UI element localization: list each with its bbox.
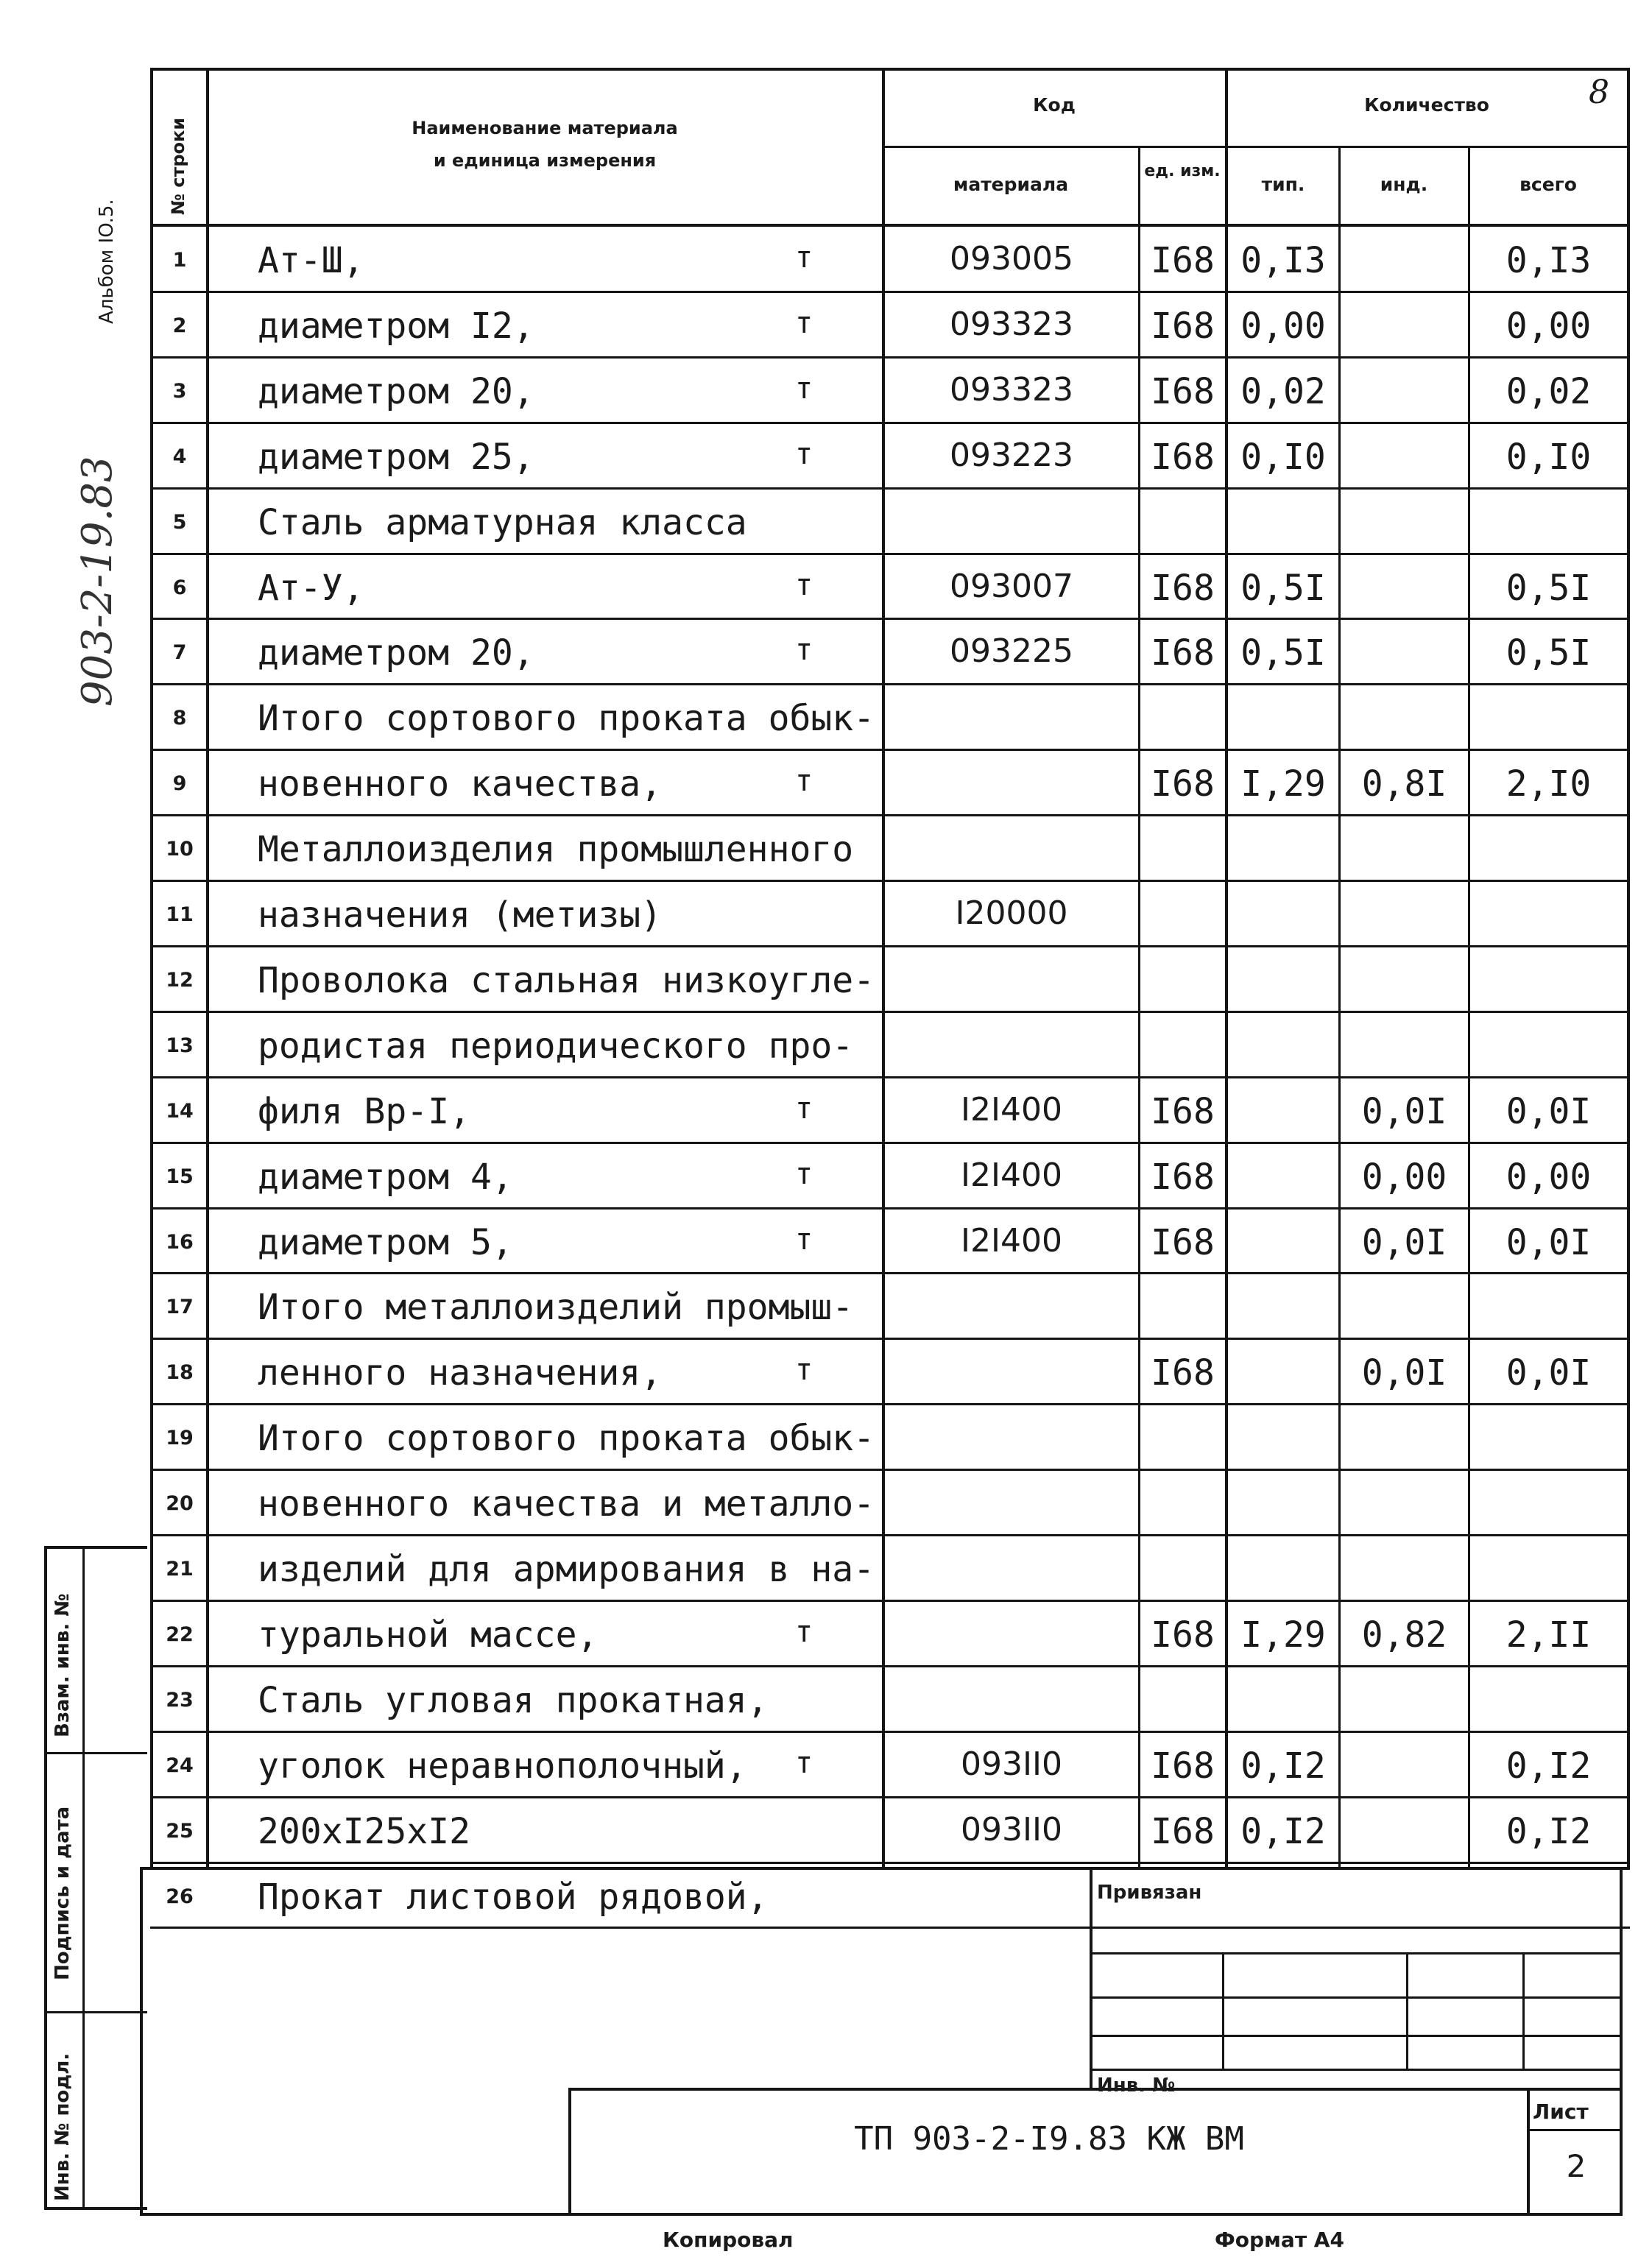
row-qty-ind: 0,0I bbox=[1361, 1352, 1447, 1394]
row-name: диаметром 4, bbox=[258, 1157, 513, 1198]
row-name: туральной массе, bbox=[258, 1614, 599, 1656]
row-number: 21 bbox=[166, 1558, 194, 1581]
row-name: диаметром 20, bbox=[258, 632, 534, 674]
row-number: 22 bbox=[166, 1623, 194, 1646]
row-unit-code: I68 bbox=[1151, 632, 1215, 674]
stamp-sign-label: Подпись и дата bbox=[52, 1806, 74, 1980]
row-unit-code: I68 bbox=[1151, 1352, 1215, 1394]
row-qty-typ: 0,5I bbox=[1240, 568, 1326, 609]
row-number: 7 bbox=[172, 641, 187, 664]
row-unit-letter: т bbox=[795, 764, 813, 798]
row-code: 093323 bbox=[950, 371, 1073, 409]
row-name: Металлоизделия промышленного bbox=[258, 829, 854, 870]
row-unit-letter: т bbox=[795, 1092, 813, 1126]
row-number: 2 bbox=[172, 314, 187, 337]
row-unit-code: I68 bbox=[1151, 1091, 1215, 1132]
row-name: назначения (метизы) bbox=[258, 894, 663, 936]
row-code: 093323 bbox=[950, 306, 1073, 343]
row-qty-total: 0,0I bbox=[1505, 1222, 1592, 1263]
row-name: диаметром 25, bbox=[258, 437, 534, 478]
row-name: диаметром 5, bbox=[258, 1222, 513, 1263]
row-qty-ind: 0,0I bbox=[1361, 1222, 1447, 1263]
row-unit-letter: т bbox=[795, 306, 813, 340]
row-number: 25 bbox=[166, 1820, 194, 1843]
row-code: 093II0 bbox=[961, 1745, 1062, 1783]
row-code: 093225 bbox=[950, 632, 1073, 670]
row-unit-letter: т bbox=[795, 568, 813, 602]
col-total-header: всего bbox=[1519, 174, 1577, 195]
col-material-header: материала bbox=[953, 174, 1069, 195]
row-qty-typ: 0,I2 bbox=[1240, 1745, 1326, 1787]
row-qty-total: 2,I0 bbox=[1505, 763, 1592, 805]
row-number: 17 bbox=[166, 1296, 194, 1318]
col-name-header-2: и единица измерения bbox=[433, 150, 657, 171]
row-name: диаметром I2, bbox=[258, 306, 534, 347]
row-name: Сталь угловая прокатная, bbox=[258, 1680, 769, 1721]
row-number: 20 bbox=[166, 1492, 194, 1515]
row-unit-letter: т bbox=[795, 241, 813, 275]
row-qty-total: 0,00 bbox=[1505, 1157, 1592, 1198]
col-unit-header: ед. изм. bbox=[1144, 162, 1221, 180]
copied-label: Копировал bbox=[663, 2228, 794, 2252]
row-unit-letter: т bbox=[795, 633, 813, 667]
col-quantity-header: Количество bbox=[1364, 94, 1489, 116]
col-ind-header: инд. bbox=[1380, 174, 1428, 195]
row-number: 9 bbox=[172, 772, 187, 795]
row-unit-code: I68 bbox=[1151, 306, 1215, 347]
row-name: Ат-Ш, bbox=[258, 240, 364, 281]
row-unit-code: I68 bbox=[1151, 1614, 1215, 1656]
col-typ-header: тип. bbox=[1261, 174, 1305, 195]
row-qty-total: 0,I0 bbox=[1505, 437, 1592, 478]
row-name: Сталь арматурная класса bbox=[258, 502, 747, 543]
row-qty-total: 0,I2 bbox=[1505, 1811, 1592, 1852]
row-unit-code: I68 bbox=[1151, 763, 1215, 805]
sheet-number: 2 bbox=[1566, 2148, 1586, 2184]
page-mark: 8 bbox=[1589, 74, 1609, 111]
row-unit-letter: т bbox=[795, 1223, 813, 1257]
row-unit-code: I68 bbox=[1151, 1157, 1215, 1198]
row-unit-letter: т bbox=[795, 437, 813, 471]
row-qty-total: 0,0I bbox=[1505, 1091, 1592, 1132]
row-unit-letter: т bbox=[795, 1615, 813, 1649]
row-name: Ат-У, bbox=[258, 568, 364, 609]
row-qty-total: 0,02 bbox=[1505, 371, 1592, 412]
row-unit-code: I68 bbox=[1151, 568, 1215, 609]
row-qty-total: 0,00 bbox=[1505, 306, 1592, 347]
row-number: 5 bbox=[172, 511, 187, 534]
row-code: I20000 bbox=[955, 894, 1068, 932]
attached-label: Привязан bbox=[1097, 1882, 1202, 1904]
row-qty-total: 2,II bbox=[1505, 1614, 1592, 1656]
row-unit-code: I68 bbox=[1151, 437, 1215, 478]
stamp-replace-label: Взам. инв. № bbox=[52, 1593, 74, 1737]
row-number: 18 bbox=[166, 1361, 194, 1384]
col-row-header: № строки bbox=[168, 117, 188, 215]
col-name-header-1: Наименование материала bbox=[412, 118, 678, 138]
row-number: 3 bbox=[172, 380, 187, 403]
doc-number-handwritten: 903-2-19.83 bbox=[74, 456, 121, 707]
row-number: 8 bbox=[172, 707, 187, 730]
inv-no-label: Инв. № bbox=[1097, 2074, 1176, 2097]
row-number: 26 bbox=[166, 1885, 194, 1908]
row-number: 14 bbox=[166, 1100, 194, 1123]
row-code: I2I400 bbox=[961, 1222, 1062, 1260]
row-code: I2I400 bbox=[961, 1157, 1062, 1194]
row-name: 200хI25хI2 bbox=[258, 1811, 470, 1852]
row-unit-code: I68 bbox=[1151, 240, 1215, 281]
row-number: 11 bbox=[166, 903, 194, 926]
row-qty-typ: 0,I0 bbox=[1240, 437, 1326, 478]
row-code: I2I400 bbox=[961, 1091, 1062, 1129]
row-number: 12 bbox=[166, 969, 194, 992]
doc-code: ТП 903-2-I9.83 КЖ ВМ bbox=[854, 2120, 1244, 2158]
row-number: 4 bbox=[172, 445, 187, 468]
row-number: 10 bbox=[166, 838, 194, 861]
row-code: 093007 bbox=[950, 568, 1073, 605]
row-qty-total: 0,I3 bbox=[1505, 240, 1592, 281]
row-code: 093005 bbox=[950, 240, 1073, 278]
row-unit-letter: т bbox=[795, 1746, 813, 1780]
row-name: изделий для армирования в на- bbox=[258, 1549, 875, 1590]
row-number: 6 bbox=[172, 576, 187, 599]
row-code: 093223 bbox=[950, 437, 1073, 474]
row-unit-code: I68 bbox=[1151, 1222, 1215, 1263]
row-name: родистая периодического про- bbox=[258, 1025, 854, 1067]
row-qty-total: 0,5I bbox=[1505, 568, 1592, 609]
row-number: 19 bbox=[166, 1427, 194, 1449]
row-qty-total: 0,0I bbox=[1505, 1352, 1592, 1394]
row-qty-typ: I,29 bbox=[1240, 763, 1326, 805]
row-qty-typ: 0,I2 bbox=[1240, 1811, 1326, 1852]
row-qty-typ: 0,00 bbox=[1240, 306, 1326, 347]
col-code-header: Код bbox=[1033, 94, 1076, 116]
row-unit-letter: т bbox=[795, 372, 813, 406]
row-name: новенного качества, bbox=[258, 763, 663, 805]
row-qty-typ: I,29 bbox=[1240, 1614, 1326, 1656]
row-number: 13 bbox=[166, 1034, 194, 1057]
row-name: Проволока стальная низкоугле- bbox=[258, 960, 875, 1001]
sheet-label: Лист bbox=[1533, 2100, 1589, 2124]
row-name: филя Вр-I, bbox=[258, 1091, 470, 1132]
row-unit-code: I68 bbox=[1151, 1745, 1215, 1787]
row-name: уголок неравнополочный, bbox=[258, 1745, 747, 1787]
row-qty-typ: 0,I3 bbox=[1240, 240, 1326, 281]
format-label: Формат А4 bbox=[1215, 2228, 1344, 2252]
row-name: Прокат листовой рядовой, bbox=[258, 1876, 769, 1918]
row-qty-ind: 0,00 bbox=[1361, 1157, 1447, 1198]
row-number: 24 bbox=[166, 1754, 194, 1777]
row-number: 15 bbox=[166, 1165, 194, 1188]
stamp-inv-label: Инв. № подл. bbox=[52, 2052, 74, 2201]
row-number: 16 bbox=[166, 1231, 194, 1254]
row-number: 23 bbox=[166, 1689, 194, 1712]
row-qty-ind: 0,8I bbox=[1361, 763, 1447, 805]
row-unit-code: I68 bbox=[1151, 371, 1215, 412]
row-name: ленного назначения, bbox=[258, 1352, 663, 1394]
row-qty-typ: 0,02 bbox=[1240, 371, 1326, 412]
row-unit-code: I68 bbox=[1151, 1811, 1215, 1852]
row-qty-total: 0,5I bbox=[1505, 632, 1592, 674]
row-unit-letter: т bbox=[795, 1157, 813, 1191]
row-qty-ind: 0,82 bbox=[1361, 1614, 1447, 1656]
row-name: Итого сортового проката обык- bbox=[258, 698, 875, 739]
row-name: Итого сортового проката обык- bbox=[258, 1418, 875, 1459]
row-name: новенного качества и металло- bbox=[258, 1483, 875, 1525]
row-number: 1 bbox=[172, 249, 187, 272]
row-name: Итого металлоизделий промыш- bbox=[258, 1287, 854, 1328]
row-name: диаметром 20, bbox=[258, 371, 534, 412]
album-label: Альбом IO.5. bbox=[96, 199, 118, 324]
row-code: 093II0 bbox=[961, 1811, 1062, 1848]
row-qty-typ: 0,5I bbox=[1240, 632, 1326, 674]
row-qty-total: 0,I2 bbox=[1505, 1745, 1592, 1787]
row-qty-ind: 0,0I bbox=[1361, 1091, 1447, 1132]
row-unit-letter: т bbox=[795, 1353, 813, 1387]
